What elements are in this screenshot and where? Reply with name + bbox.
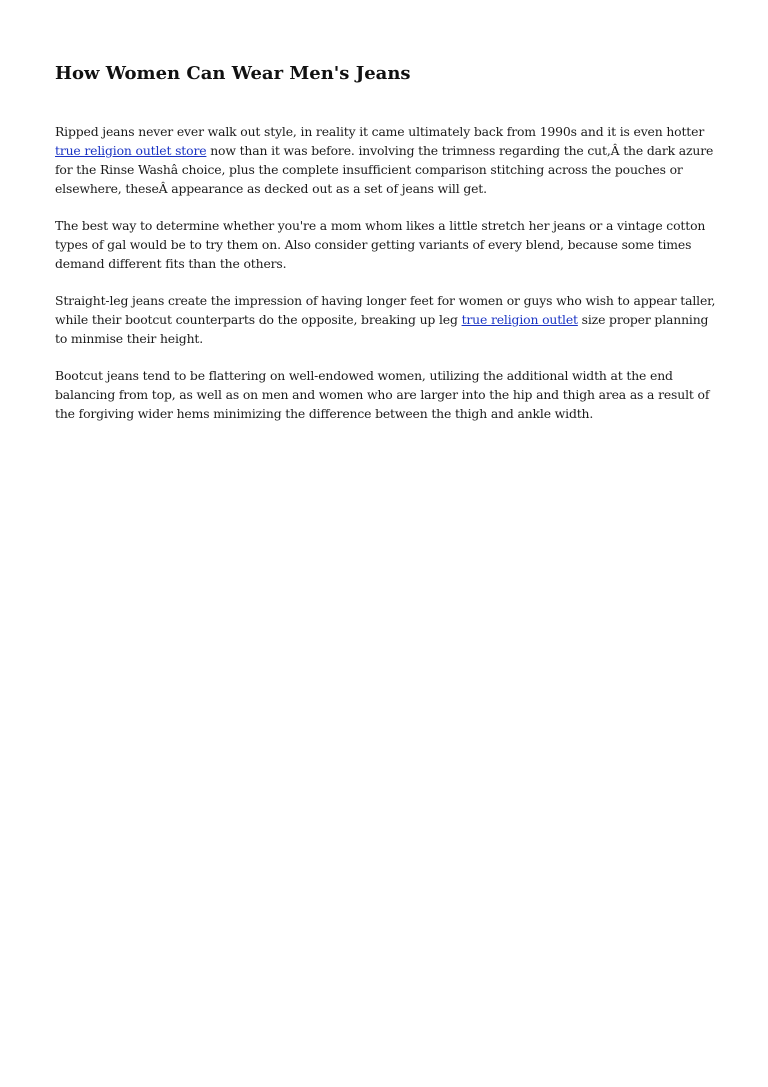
true-religion-outlet-link[interactable]: true religion outlet bbox=[461, 312, 578, 327]
paragraph-text: Straight-leg jeans create the impression of having longer feet for women or guys who wish to appear taller, while their bootcut counterparts do the opposite, breaking up leg bbox=[55, 293, 716, 327]
paragraph-ripped-jeans bbox=[55, 122, 717, 198]
true-religion-outlet-store-link[interactable]: true religion outlet store bbox=[55, 143, 207, 158]
paragraph-text: Ripped jeans never ever walk out style, in reality it came ultimately back from 1990s and it is even hotter bbox=[55, 124, 705, 139]
document-title: How Women Can Wear Men's Jeans bbox=[55, 63, 411, 84]
paragraph-text: size proper planning to minmise their height. bbox=[55, 312, 709, 346]
paragraph-best-way: The best way to determine whether you're a mom whom likes a little stretch her jeans or a vintage cotton types of gal would be to try them on. Also consider getting variants of every blend, because some times demand different fits than the others. bbox=[55, 218, 706, 271]
paragraph-text: now than it was before. involving the trimness regarding the cut,Â the dark azure for the Rinse Washâ choice, plus the complete insufficient comparison stitching across the pouches or elsewhere, theseÂ appearance as decked out as a set of jeans will get. bbox=[55, 143, 714, 196]
paragraph-straight-leg bbox=[55, 291, 717, 348]
document-page bbox=[55, 60, 717, 423]
paragraph-bootcut: Bootcut jeans tend to be flattering on well-endowed women, utilizing the additional width at the end balancing from top, as well as on men and women who are larger into the hip and thigh area as a result of the forgiving wider hems minimizing the difference between the thigh and ankle width. bbox=[55, 368, 710, 421]
